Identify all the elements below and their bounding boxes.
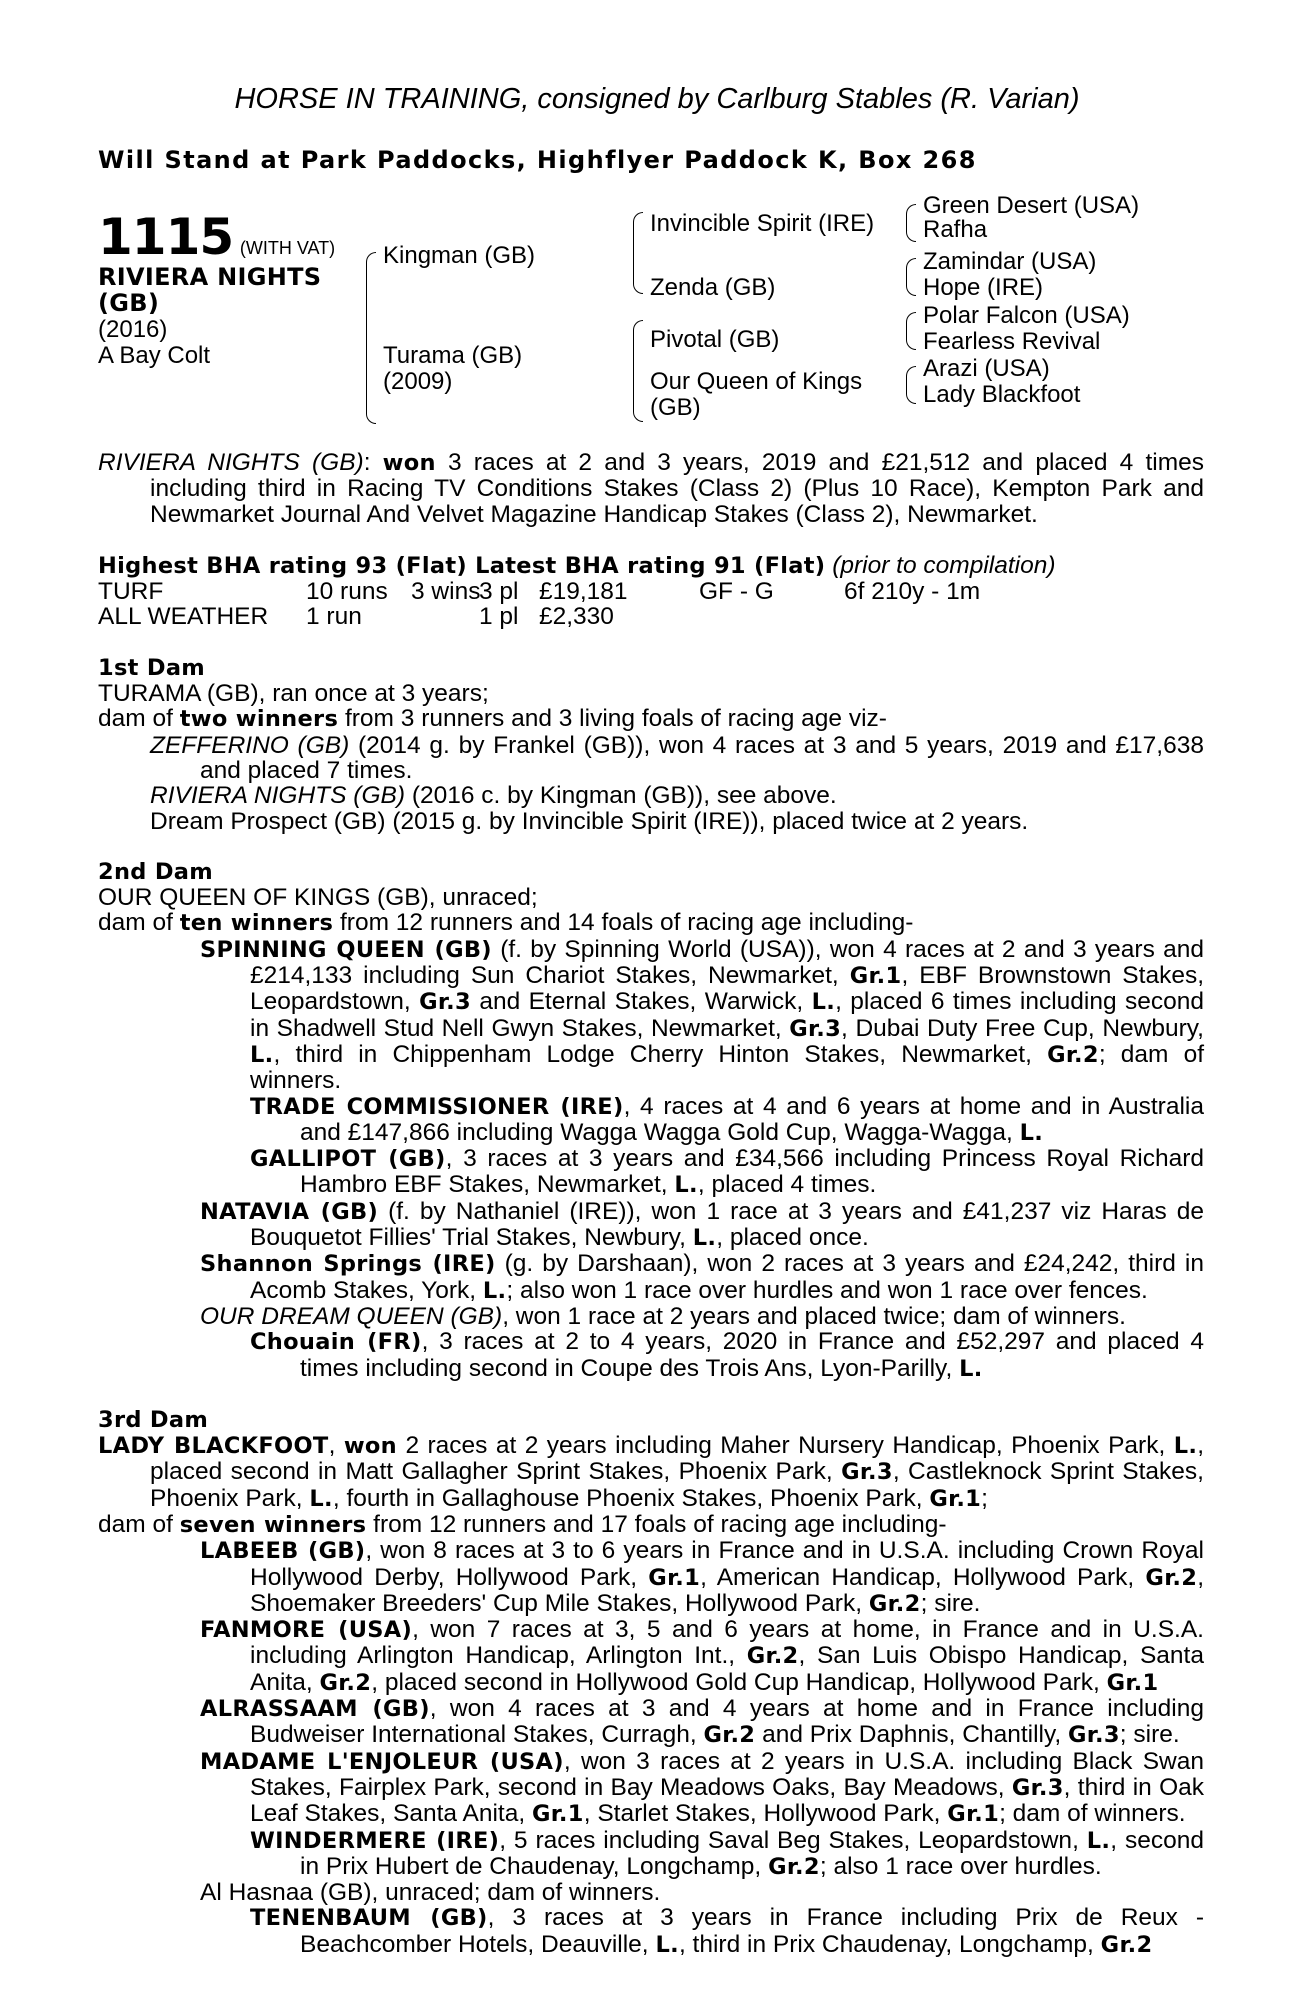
pedigree-dss: Polar Falcon (USA) xyxy=(923,302,1130,329)
brace-sire-parents xyxy=(633,212,643,294)
brace-sire-dam xyxy=(366,252,376,424)
ratings-row-all-weather: ALL WEATHER 1 run 1 pl £2,330 xyxy=(98,603,614,631)
brace-dd xyxy=(906,366,916,404)
dam2-shannon-springs: Shannon Springs (IRE) (g. by Darshaan), won 2 races at 3 years and £24,242, third in Acomb Stakes, York, L.; also won 1 race over hurdles and won 1 race over fences. xyxy=(200,1250,1204,1304)
stand-location: Will Stand at Park Paddocks, Highflyer Paddock K, Box 268 xyxy=(98,146,977,174)
pedigree-table xyxy=(98,192,1238,430)
ratings-row-turf: TURF 10 runs 3 wins 3 pl £19,181 GF - G 6f 210y - 1m xyxy=(98,578,981,606)
brace-dam-parents xyxy=(633,320,643,422)
summary-paragraph: RIVIERA NIGHTS (GB): won 3 races at 2 and 3 years, 2019 and £21,512 and placed 4 times including third in Racing TV Conditions Stakes (Class 2) (Plus 10 Race), Kempton Park and Newmarket Journal And Velvet Magazine Handicap Stakes (Class 2), Newmarket. xyxy=(98,449,1204,528)
pedigree-dam: Turama (GB) xyxy=(383,342,523,369)
lot-year: (2016) xyxy=(98,316,168,343)
pedigree-dam-dam: Our Queen of Kings xyxy=(650,368,863,395)
dam2-chouain: Chouain (FR), 3 races at 2 to 4 years, 2020 in France and £52,297 and placed 4 times including second in Coupe des Trois Ans, Lyon-Parilly, L. xyxy=(250,1328,1204,1382)
pedigree-sds: Zamindar (USA) xyxy=(923,248,1097,275)
dam2-our-dream-queen: OUR DREAM QUEEN (GB), won 1 race at 2 years and placed twice; dam of winners. xyxy=(200,1302,1126,1330)
lot-name-suffix: (GB) xyxy=(98,289,160,317)
lot-name: RIVIERA NIGHTS xyxy=(98,263,322,291)
dam2-gallipot: GALLIPOT (GB), 3 races at 3 years and £34,566 including Princess Royal Richard Hambro EBF Stakes, Newmarket, L., placed 4 times. xyxy=(250,1145,1205,1199)
lot-number-row xyxy=(98,208,336,266)
dam3-heading: 3rd Dam xyxy=(98,1406,209,1433)
dam3-madame-lenjoleur: MADAME L'ENJOLEUR (USA), won 3 races at 2 years in U.S.A. including Black Swan Stakes, Fairplex Park, second in Bay Meadows Oaks, Bay Meadows, Gr.3, third in Oak Leaf Stakes, Santa Anita, Gr.1, Starlet Stakes, Hollywood Park, Gr.1; dam of winners. xyxy=(200,1747,1204,1828)
dam3-tenenbaum: TENENBAUM (GB), 3 races at 3 years in France including Prix de Reux - Beachcomber Hotels, Deauville, L., third in Prix Chaudenay, Longchamp, Gr.2 xyxy=(250,1904,1205,1958)
pedigree-sire-sire: Invincible Spirit (IRE) xyxy=(650,210,875,237)
pedigree-dsd: Fearless Revival xyxy=(923,328,1101,355)
dam2-spinning-queen: SPINNING QUEEN (GB) (f. by Spinning World (USA)), won 4 races at 2 and 3 years and £214,133 including Sun Chariot Stakes, Newmarket, Gr.1, EBF Brownstown Stakes, Leopardstown, Gr.3 and Eternal Stakes, Warwick, L., placed 6 times including second in Shadwell Stud Nell Gwyn Stakes, Newmarket, Gr.3, Dubai Duty Free Cup, Newbury, L., third in Chippenham Lodge Cherry Hinton Stakes, Newmarket, Gr.2; dam of winners. xyxy=(200,935,1205,1095)
pedigree-dam-dam-suffix: (GB) xyxy=(650,394,701,421)
dam3-labeeb: LABEEB (GB), won 8 races at 3 to 6 years in France and in U.S.A. including Crown Royal Hollywood Derby, Hollywood Park, Gr.1, American Handicap, Hollywood Park, Gr.2, Shoemaker Breeders' Cup Mile Stakes, Hollywood Park, Gr.2; sire. xyxy=(200,1537,1204,1617)
dam1-heading: 1st Dam xyxy=(98,654,206,681)
dam2-trade-commissioner: TRADE COMMISSIONER (IRE), 4 races at 4 and 6 years at home and in Australia and £147,866 including Wagga Wagga Gold Cup, Wagga-Wagga, L. xyxy=(250,1092,1204,1146)
pedigree-dam-sire: Pivotal (GB) xyxy=(650,326,780,353)
dam2-natavia: NATAVIA (GB) (f. by Nathaniel (IRE)), won 1 race at 3 years and £41,237 viz Haras de Bouquetot Fillies' Trial Stakes, Newbury, L., placed once. xyxy=(200,1197,1204,1252)
pedigree-sire-dam: Zenda (GB) xyxy=(650,274,776,301)
pedigree-ddd: Lady Blackfoot xyxy=(923,381,1081,408)
brace-sd xyxy=(906,258,916,296)
dam1-dream-prospect: Dream Prospect (GB) (2015 g. by Invincible Spirit (IRE)), placed twice at 2 years. xyxy=(150,807,1029,835)
dam3-line2: dam of seven winners from 12 runners and 17 foals of racing age including- xyxy=(98,1510,947,1538)
dam2-line2: dam of ten winners from 12 runners and 14 foals of racing age including- xyxy=(98,909,914,937)
brace-ds xyxy=(906,312,916,350)
pedigree-ssd: Rafha xyxy=(923,216,988,243)
dam1-line2: dam of two winners from 3 runners and 3 living foals of racing age viz- xyxy=(98,705,887,733)
pedigree-dam-year: (2009) xyxy=(383,368,453,395)
catalogue-body xyxy=(98,450,1204,1958)
dam3-windermere: WINDERMERE (IRE), 5 races including Saval Beg Stakes, Leopardstown, L., second in Prix Hubert de Chaudenay, Longchamp, Gr.2; also 1 race over hurdles. xyxy=(250,1826,1204,1880)
lot-desc: A Bay Colt xyxy=(98,342,211,369)
pedigree-sdd: Hope (IRE) xyxy=(923,274,1044,301)
lot-vat: (WITH VAT) xyxy=(239,238,336,258)
dam3-fanmore: FANMORE (USA), won 7 races at 3, 5 and 6 years at home, in France and in U.S.A. including Arlington Handicap, Arlington Int., Gr.2, San Luis Obispo Handicap, Santa Anita, Gr.2, placed second in Hollywood Gold Cup Handicap, Hollywood Park, Gr.1 xyxy=(200,1616,1204,1696)
dam2-line1: OUR QUEEN OF KINGS (GB), unraced; xyxy=(98,884,538,912)
catalogue-title: HORSE IN TRAINING, consigned by Carlburg Stables (R. Varian) xyxy=(234,83,1080,115)
dam1-line1: TURAMA (GB), ran once at 3 years; xyxy=(98,680,489,708)
pedigree-sire: Kingman (GB) xyxy=(383,242,536,269)
pedigree-dds: Arazi (USA) xyxy=(923,355,1050,382)
dam3-al-hasnaa: Al Hasnaa (GB), unraced; dam of winners. xyxy=(200,1879,661,1907)
ratings-heading: Highest BHA rating 93 (Flat) Latest BHA rating 91 (Flat) (prior to compilation) xyxy=(98,551,1056,579)
dam3-alrassaam: ALRASSAAM (GB), won 4 races at 3 and 4 years at home and in France including Budweiser International Stakes, Curragh, Gr.2 and Prix Daphnis, Chantilly, Gr.3; sire. xyxy=(200,1695,1204,1749)
dam1-zefferino: ZEFFERINO (GB) (2014 g. by Frankel (GB)), won 4 races at 3 and 5 years, 2019 and £17,638 and placed 7 times. xyxy=(150,731,1204,784)
brace-ss xyxy=(906,204,916,242)
dam1-riviera: RIVIERA NIGHTS (GB) (2016 c. by Kingman (GB)), see above. xyxy=(150,782,837,810)
dam3-lady-blackfoot: LADY BLACKFOOT, won 2 races at 2 years including Maher Nursery Handicap, Phoenix Park, L., placed second in Matt Gallagher Sprint Stakes, Phoenix Park, Gr.3, Castleknock Sprint Stakes, Phoenix Park, L., fourth in Gallaghouse Phoenix Stakes, Phoenix Park, Gr.1; xyxy=(98,1432,1205,1512)
lot-number: 1115 xyxy=(98,208,234,266)
dam2-heading: 2nd Dam xyxy=(98,858,214,885)
pedigree-sss: Green Desert (USA) xyxy=(923,192,1140,219)
